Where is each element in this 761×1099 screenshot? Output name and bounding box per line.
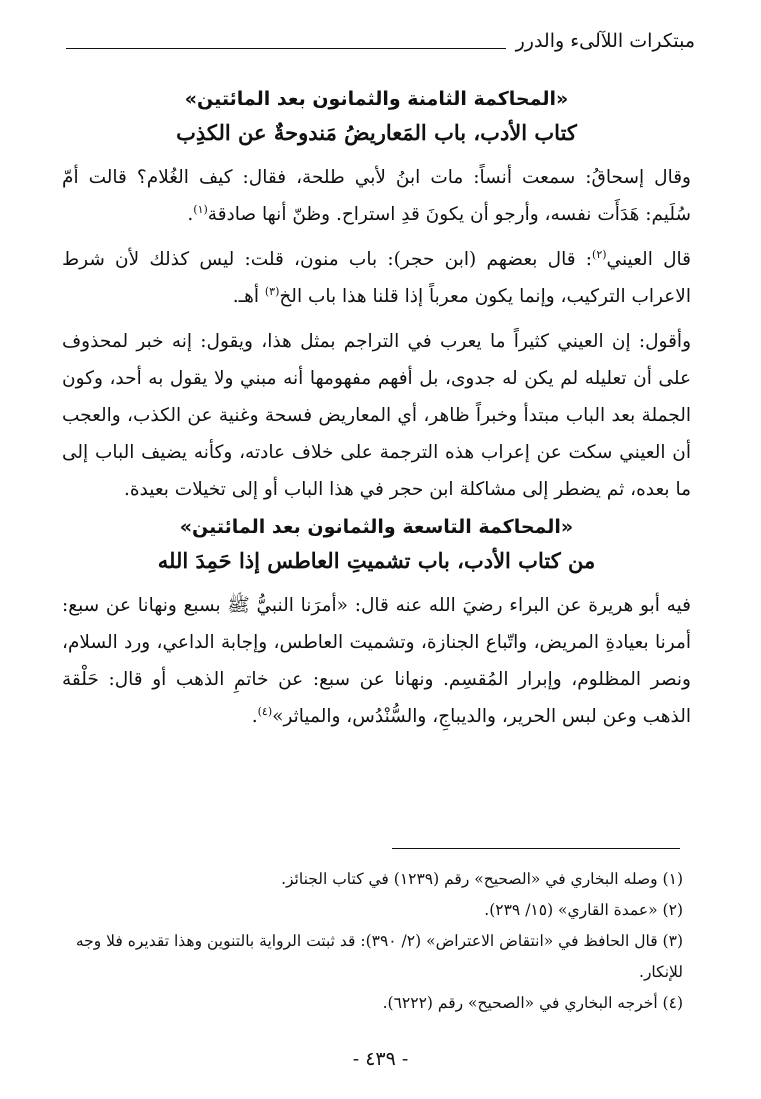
footnote-ref-1[interactable]: (١) xyxy=(193,202,208,216)
footnotes xyxy=(62,864,683,1019)
footnote-ref-3[interactable]: (٣) xyxy=(264,284,280,298)
footnote-1: (١) وصله البخاري في «الصحيح» رقم (١٢٣٩) في كتاب الجنائز. xyxy=(281,870,683,888)
paragraph-end: . xyxy=(251,706,258,727)
chapter-title-288: كتاب الأدب، باب المَعاريضُ مَندوحةٌ عن الكذِب xyxy=(176,120,577,145)
paragraph-end: . xyxy=(187,204,194,225)
paragraph-hadith xyxy=(62,587,691,735)
paragraph-ishaq xyxy=(62,159,691,233)
paragraph-text: وأقول: إن العيني كثيراً ما يعرب في التراجم بمثل هذا، ويقول: إنه خبر لمحذوف على أن تعليله لم يكن له جدوى، بل أفهم مفهومها أنه مبني ولا يقول به أحد، وكون الجملة بعد الباب مبتدأ وخبراً ظاهر، أي المعاريض فسحة وغنية عن الكذب، والعجب أن العيني سكت عن إعراب هذه الترجمة على خلاف عادته، وكأنه يضيف الباب إلى ما بعده، ثم يضطر إلى مشاكلة ابن حجر في هذا الباب أو إلى تخيلات بعيدة. xyxy=(62,331,691,500)
page-number: - ٤٣٩ - xyxy=(352,1048,409,1070)
paragraph-text-cont: : قال بعضهم (ابن حجر): باب منون، قلت: ليس كذلك لأن شرط الاعراب التركيب، وإنما يكون معرباً إذا قلنا هذا باب الخ xyxy=(62,249,691,307)
running-header xyxy=(66,28,695,58)
footnote-3: (٣) قال الحافظ في «انتقاض الاعتراض» (٢/ ٣٩٠): قد ثبتت الرواية بالتنوين وهذا تقديره فلا وجه للإنكار. xyxy=(75,932,683,981)
paragraph-commentary xyxy=(62,323,691,508)
footnote-2: (٢) «عمدة القاري» (١٥/ ٢٣٩). xyxy=(484,901,683,919)
section-heading-289: «المحاكمة التاسعة والثمانون بعد المائتين» xyxy=(179,516,574,538)
footnote-ref-4[interactable]: (٤) xyxy=(257,704,273,718)
footnote-ref-2[interactable]: (٢) xyxy=(592,247,607,261)
paragraph-text: فيه أبو هريرة عن البراء رضيَ الله عنه قال: «أمرَنا النبيُّ ﷺ بسبع ونهانا عن سبع: أمرنا بعيادةِ المريض، واتّباع الجنازة، وتشميت العاطس، وإجابة الداعي، ورد السلام، ونصر المظلوم، وإبرار المُقسِم. ونهانا عن سبع: عن خاتمِ الذهب أو قال: حَلْقة الذهب وعن لبس الحرير، والديباجِ، والسُّنْدُس، والمياثر» xyxy=(62,595,691,727)
chapter-title-289: من كتاب الأدب، باب تشميتِ العاطس إذا حَمِدَ الله xyxy=(157,548,596,573)
running-title: مبتكرات اللآلىء والدرر xyxy=(506,30,695,52)
paragraph-text: قال العيني xyxy=(606,249,691,270)
paragraph-text: وقال إسحاقُ: سمعت أنساً: مات ابنُ لأبي طلحة، فقال: كيف الغُلام؟ قالت أمّ سُلَيم: هَدَأَت نفسه، وأرجو أن يكونَ قدِ استراح. وظنّ أنها صادقة xyxy=(62,167,691,225)
footnote-4: (٤) أخرجه البخاري في «الصحيح» رقم (٦٢٢٢). xyxy=(382,994,683,1012)
section-heading-288: «المحاكمة الثامنة والثمانون بعد المائتين» xyxy=(184,88,569,110)
page-body xyxy=(62,88,691,743)
footnote-rule xyxy=(392,848,680,849)
paragraph-end: أهـ. xyxy=(232,286,265,307)
paragraph-aini xyxy=(62,241,691,315)
